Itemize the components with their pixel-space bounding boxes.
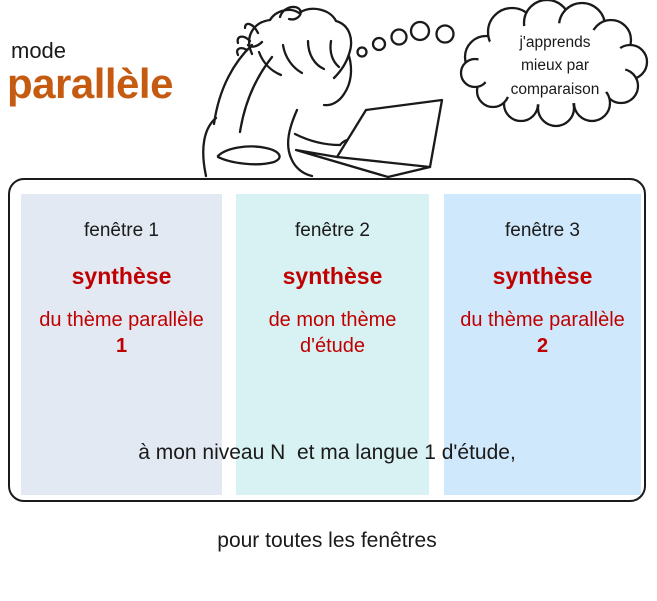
window-heading: synthèse (71, 263, 172, 289)
footer-line2: pour toutes les fenêtres (217, 529, 437, 552)
window-line2: 1 (115, 335, 128, 358)
window-line2: 2 (536, 335, 549, 358)
laptop-sketch (296, 100, 442, 177)
window-title: fenêtre 1 (84, 220, 159, 241)
window-line2: d'étude (300, 335, 365, 358)
window-line1: du thème parallèle (460, 309, 625, 331)
thought-bubble-text: j'apprends mieux par comparaison (510, 34, 600, 98)
window-heading: synthèse (492, 263, 593, 289)
window-heading: synthèse (282, 263, 383, 289)
footer-line1: à mon niveau N et ma langue 1 d'étude, (138, 441, 516, 464)
window-title: fenêtre 2 (295, 220, 370, 241)
mode-title: parallèle (7, 60, 173, 107)
window-title: fenêtre 3 (505, 220, 580, 241)
mode-label: mode (11, 38, 67, 63)
thought-trail-dots (358, 22, 454, 57)
footer-note (10, 393, 644, 601)
window-line1: de mon thème (268, 309, 397, 331)
windows-panel (8, 178, 646, 552)
window-line1: du thème parallèle (39, 309, 204, 331)
